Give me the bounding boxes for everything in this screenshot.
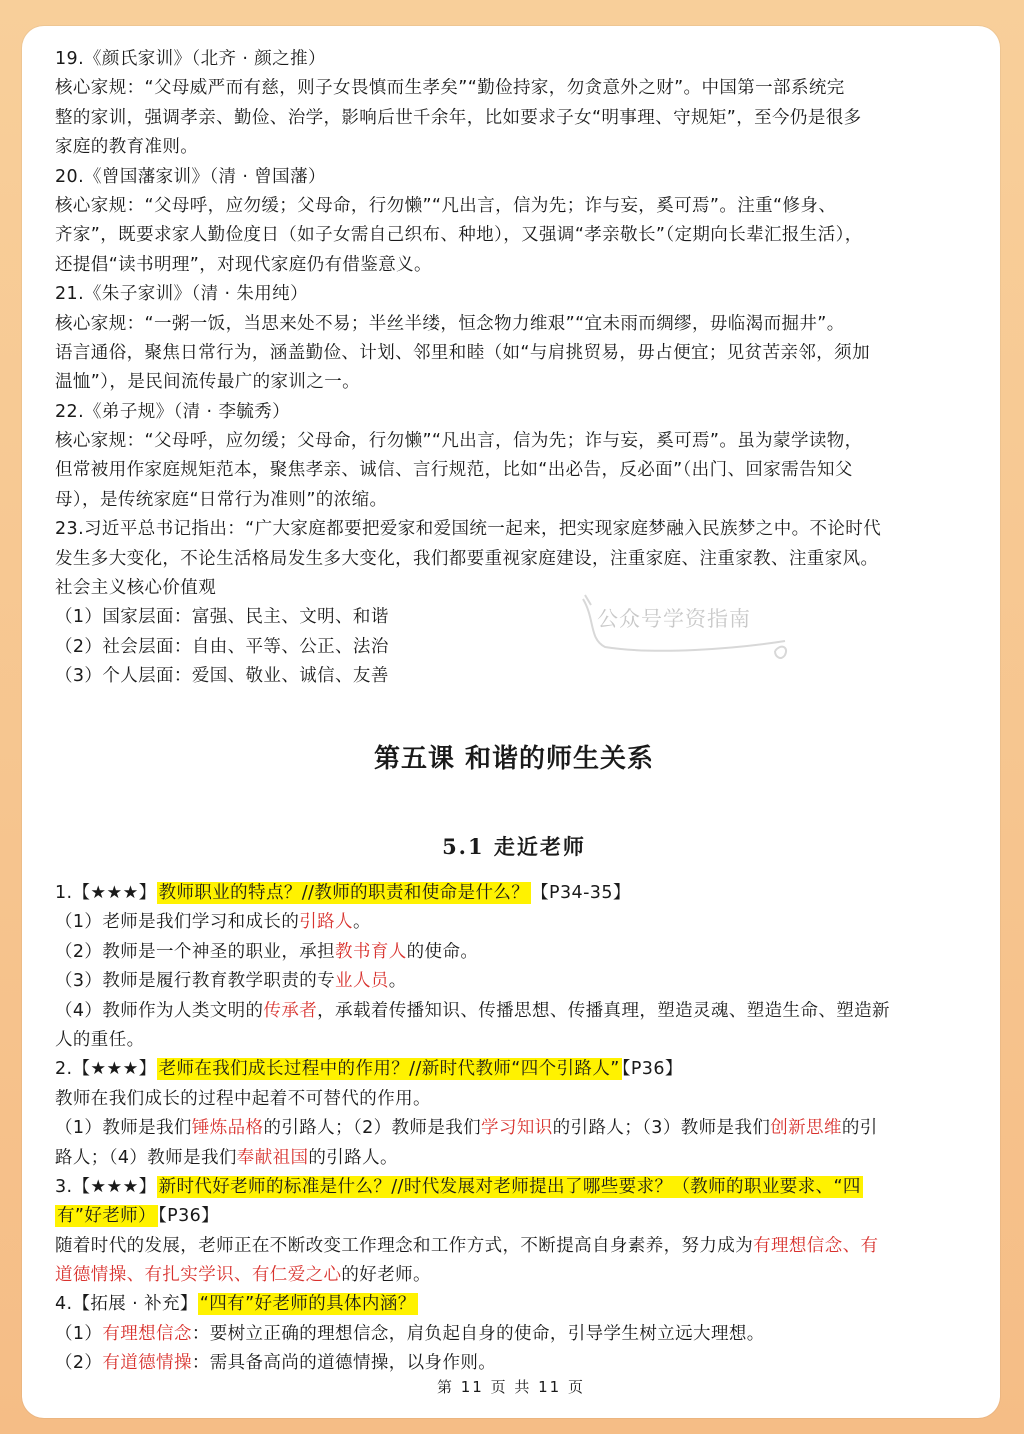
key-term: 学习知识 bbox=[481, 1118, 553, 1139]
key-term: 奉献祖国 bbox=[236, 1147, 309, 1168]
watermark-text: 公众号学资指南 bbox=[597, 607, 751, 631]
question-prefix: 2.【★★★】 bbox=[55, 1059, 157, 1080]
text-line: 社会主义核心价值观 bbox=[55, 578, 217, 599]
question-prefix: 3.【★★★】 bbox=[55, 1176, 157, 1197]
question-3-cont bbox=[55, 1202, 973, 1231]
key-term: 引路人 bbox=[299, 912, 353, 933]
text-line: 家庭的教育准则。 bbox=[55, 137, 199, 158]
answer-line: （4）教师作为人类文明的传承者，承载着传播知识、传播思想、传播真理，塑造灵魂、塑造生命、塑造新 bbox=[55, 1000, 890, 1021]
text-line: （2）社会层面：自由、平等、公正、法治 bbox=[55, 636, 389, 657]
key-term: 创新思维 bbox=[770, 1118, 842, 1139]
question-highlight: 新时代好老师的标准是什么？//时代发展对老师提出了哪些要求？（教师的职业要求、“四 bbox=[158, 1176, 861, 1197]
key-term: 有理想信念、有 bbox=[753, 1235, 879, 1256]
answer-line: （1）有理想信念：要树立正确的理想信念，肩负起自身的使命，引导学生树立远大理想。 bbox=[55, 1323, 765, 1344]
text-line: 母），是传统家庭“日常行为准则”的浓缩。 bbox=[55, 489, 388, 510]
key-term: 有道德情操 bbox=[102, 1353, 192, 1374]
document-page bbox=[22, 26, 1000, 1418]
page-content bbox=[55, 45, 973, 1374]
lesson-title: 第五课 和谐的师生关系 bbox=[373, 744, 655, 774]
question-prefix: 4.【拓展 · 补充】 bbox=[55, 1294, 198, 1315]
section-title: 5.1 走近老师 bbox=[442, 834, 586, 859]
key-term: 锤炼品格 bbox=[191, 1118, 264, 1139]
text-line: （1）国家层面：富强、民主、文明、和谐 bbox=[55, 607, 389, 628]
text-line: 语言通俗，聚焦日常行为，涵盖勤俭、计划、邻里和睦（如“与肩挑贸易，毋占便宜；见贫苦亲邻，须加 bbox=[55, 342, 870, 363]
answer-line: 人的重任。 bbox=[55, 1029, 145, 1050]
text-line: 但常被用作家庭规矩范本，聚焦孝亲、诚信、言行规范，比如“出必告，反必面”（出门、回家需告知父 bbox=[55, 460, 853, 481]
key-term: 教书育人 bbox=[335, 941, 407, 962]
key-term: 业人员 bbox=[335, 971, 389, 992]
question-highlight: 老师在我们成长过程中的作用？//新时代教师“四个引路人” bbox=[158, 1059, 620, 1080]
text-line: 22.《弟子规》（清 · 李毓秀） bbox=[55, 401, 291, 422]
question-3 bbox=[55, 1173, 973, 1202]
question-4 bbox=[55, 1290, 973, 1319]
answer-line: （1）老师是我们学习和成长的引路人。 bbox=[55, 912, 371, 933]
text-line: 20.《曾国藩家训》（清 · 曾国藩） bbox=[55, 166, 326, 187]
key-term: 有理想信念 bbox=[102, 1323, 192, 1344]
question-highlight: 教师职业的特点？//教师的职责和使命是什么？ bbox=[158, 883, 530, 903]
text-line: 齐家”，既要求家人勤俭度日（如子女需自己织布、种地），又强调“孝亲敬长”（定期向长辈汇报生活）， bbox=[55, 225, 863, 246]
answer-line: 路人；（4）教师是我们奉献祖国的引路人。 bbox=[55, 1147, 398, 1168]
answer-line: 道德情操、有扎实学识、有仁爱之心的好老师。 bbox=[55, 1265, 431, 1286]
text-line: 还提倡“读书明理”，对现代家庭仍有借鉴意义。 bbox=[55, 254, 432, 275]
text-line: 核心家规：“父母呼，应勿缓；父母命，行勿懒”“凡出言，信为先；诈与妄，奚可焉”。虽为蒙学读物， bbox=[55, 431, 863, 452]
answer-line: （2）教师是一个神圣的职业，承担教书育人的使命。 bbox=[55, 941, 479, 962]
page-footer: 第 11 页 共 11 页 bbox=[436, 1378, 585, 1396]
teacher-section bbox=[55, 879, 973, 1379]
key-term: 传承者 bbox=[263, 1000, 318, 1021]
question-1 bbox=[55, 879, 973, 908]
page-ref: 【P36】 bbox=[157, 1206, 220, 1227]
answer-line: 教师在我们成长的过程中起着不可替代的作用。 bbox=[55, 1088, 431, 1109]
question-highlight: “四有”好老师的具体内涵？ bbox=[199, 1294, 416, 1315]
page-ref: 【P34-35】 bbox=[531, 883, 631, 903]
text-line: 21.《朱子家训》（清 · 朱用纯） bbox=[55, 284, 308, 305]
text-line: 发生多大变化，不论生活格局发生多大变化，我们都要重视家庭建设，注重家庭、注重家教、注重家风。 bbox=[55, 548, 879, 569]
text-line: 核心家规：“父母威严而有慈，则子女畏慎而生孝矣”“勤俭持家，勿贪意外之财”。中国第一部系统完 bbox=[55, 78, 845, 99]
text-line: 核心家规：“父母呼，应勿缓；父母命，行勿懒”“凡出言，信为先；诈与妄，奚可焉”。注重“修身、 bbox=[55, 195, 837, 216]
key-term: 道德情操、有扎实学识、有仁爱之心 bbox=[55, 1265, 342, 1286]
answer-line: （1）教师是我们锤炼品格的引路人；（2）教师是我们学习知识的引路人；（3）教师是我们创新思维的引 bbox=[55, 1118, 878, 1139]
text-line: （3）个人层面：爱国、敬业、诚信、友善 bbox=[55, 666, 389, 687]
watermark bbox=[597, 603, 751, 633]
answer-line: （3）教师是履行教育教学职责的专业人员。 bbox=[55, 971, 407, 992]
text-line: 19.《颜氏家训》（北齐 · 颜之推） bbox=[55, 49, 326, 69]
question-prefix: 1.【★★★】 bbox=[55, 883, 157, 903]
text-line: 核心家规：“一粥一饭，当思来处不易；半丝半缕，恒念物力维艰”“宜未雨而绸缪，毋临渴而掘井”。 bbox=[55, 313, 845, 334]
answer-line: 随着时代的发展，老师正在不断改变工作理念和工作方式，不断提高自身素养，努力成为有理想信念、有 bbox=[55, 1235, 879, 1256]
family-rules-section bbox=[55, 45, 973, 692]
text-line: 23.习近平总书记指出：“广大家庭都要把爱家和爱国统一起来，把实现家庭梦融入民族梦之中。不论时代 bbox=[55, 519, 882, 540]
page-ref: 【P36】 bbox=[621, 1059, 683, 1080]
text-line: 温恤”），是民间流传最广的家训之一。 bbox=[55, 372, 361, 393]
question-highlight: 有”好老师） bbox=[57, 1206, 156, 1227]
question-2 bbox=[55, 1055, 973, 1084]
answer-line: （2）有道德情操：需具备高尚的道德情操，以身作则。 bbox=[55, 1353, 497, 1374]
text-line: 整的家训，强调孝亲、勤俭、治学，影响后世千余年，比如要求子女“明事理、守规矩”，至今仍是很多 bbox=[55, 107, 862, 128]
